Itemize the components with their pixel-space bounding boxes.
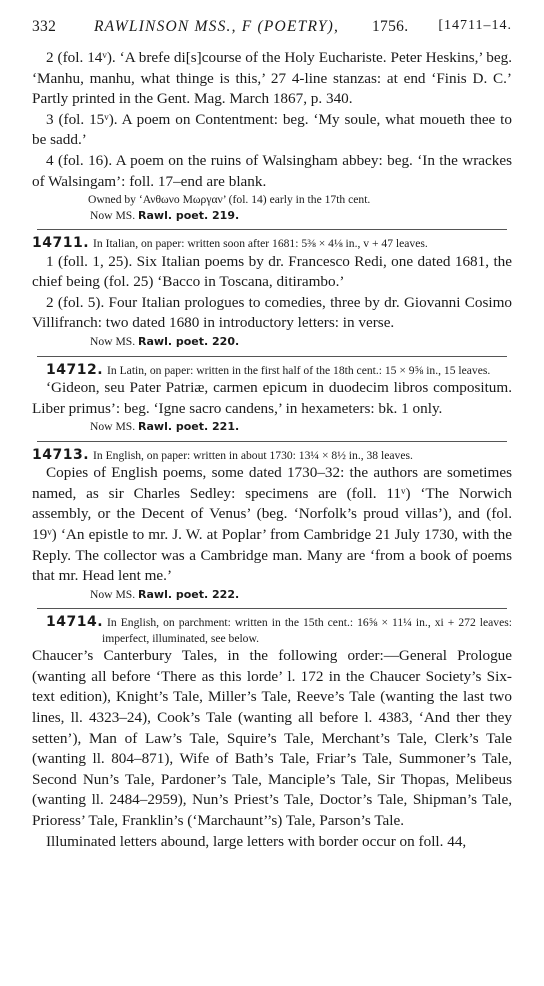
entry-number: 14712.	[46, 361, 104, 378]
divider	[37, 608, 507, 609]
running-title: RAWLINSON MSS., F (POETRY),	[94, 18, 340, 35]
shelfmark: Now MS. Rawl. poet. 222.	[90, 587, 240, 601]
entry-number: 14711.	[32, 235, 90, 252]
item-paragraph: Illuminated letters abound, large letters with border occur on foll. 44,	[46, 832, 467, 850]
item-paragraph: ‘Gideon, seu Pater Patriæ, carmen epicum in duodecim libros compositum. Liber primus’: beg. ‘Igne sacro candens,’ in hexameters: bk. 1 only.	[32, 379, 512, 417]
item-paragraph: 3 (fol. 15ᵛ). A poem on Contentment: beg. ‘My soule, what moueth thee to be sadd.’	[32, 110, 512, 149]
entry-14714	[32, 615, 512, 852]
running-header	[32, 18, 512, 40]
entry-14713	[32, 448, 512, 603]
shelfmark: Now MS. Rawl. poet. 220.	[90, 335, 240, 349]
entry-heading: 14713. In English, on paper: written in about 1730: 13¼ × 8½ in., 38 leaves.	[32, 446, 413, 463]
item-paragraph: 4 (fol. 16). A poem on the ruins of Walsingham abbey: beg. ‘In the wrackes of Walsingam’: foll. 17–end are blank.	[32, 151, 512, 190]
page-number: 332	[32, 18, 57, 35]
divider	[37, 441, 507, 442]
provenance-note: Owned by ‘Ανθωνο Μωργαν’ (fol. 14) early in the 17th cent.	[88, 193, 371, 207]
entry-14712	[32, 363, 512, 435]
item-paragraph: 1 (foll. 1, 25). Six Italian poems by dr. Francesco Redi, one dated 1681, the chief being (fol. 25) ‘Bacco in Toscana, ditirambo.’	[32, 252, 512, 291]
continued-entry	[32, 48, 512, 223]
item-paragraph: Copies of English poems, some dated 1730–32: the authors are sometimes named, as sir Charles Sedley: specimens are (foll. 11ᵛ) ‘The Norwich assembly, or the Decent of Venus’ (beg. ‘Norfolk’s proud villas’), and (fol. 19ᵛ) ‘An epistle to mr. J. W. at Poplar’ from Cambridge 21 July 1730, with the Reply. The collector was a Cambridge man. Many are ‘from a book of poems that mr. Head lent me.’	[32, 464, 512, 585]
shelfmark: Now MS. Rawl. poet. 219.	[90, 208, 240, 222]
entry-range: [14711–14.	[438, 18, 512, 33]
running-year: 1756.	[372, 18, 409, 35]
entry-number: 14713.	[32, 446, 90, 463]
item-paragraph: Chaucer’s Canterbury Tales, in the following order:—General Prologue (wanting all before ‘There as this lorde’ l. 172 in the Chaucer Society’s Six-text edition), Knight’s Tale, Miller’s Tale, Reeve’s Tale (wanting the last two lines, ll. 4323–24), Cook’s Tale (wanting all before l. 4383, ‘And ther they setten’), Man of Law’s Tale, Squire’s Tale, Merchant’s Tale, Clerk’s Tale (wanting ll. 804–871), Wife of Bath’s Tale, Friar’s Tale, Summoner’s Tale, Second Nun’s Tale, Pardoner’s Tale, Manciple’s Tale, Sir Thopas, Melibeus (wanting ll. 2484–2959), Nun’s Priest’s Tale, Doctor’s Tale, Shipman’s Tale, Prioress’ Tale, Franklin’s (‘Marchaunt’’s) Tale, Parson’s Tale.	[32, 647, 512, 830]
entry-number: 14714.	[46, 614, 104, 631]
shelfmark: Now MS. Rawl. poet. 221.	[90, 420, 240, 434]
page-body	[32, 48, 512, 852]
entry-heading: 14712. In Latin, on paper: written in the first half of the 18th cent.: 15 × 9⅝ in., 15 leaves.	[46, 361, 491, 378]
divider	[37, 229, 507, 230]
entry-heading: 14714. In English, on parchment: written in the 15th cent.: 16⅝ × 11¼ in., xi + 272 leaves: imperfect, illuminated, see below.	[46, 614, 512, 645]
entry-heading: 14711. In Italian, on paper: written soon after 1681: 5⅜ × 4⅛ in., v + 47 leaves.	[32, 235, 428, 252]
item-paragraph: 2 (fol. 5). Four Italian prologues to comedies, three by dr. Giovanni Cosimo Villifranch: two dated 1680 in introductory letters: in verse.	[32, 293, 512, 332]
item-paragraph: 2 (fol. 14ᵛ). ‘A brefe di[s]course of the Holy Eucharistе. Peter Heskins,’ beg. ‘Manhu, manhu, what thinge is this,’ 27 4-line stanzas: at end ‘Finis D. C.’ Partly printed in the Gent. Mag. March 1867, p. 340.	[32, 49, 512, 108]
divider	[37, 356, 507, 357]
entry-14711	[32, 236, 512, 349]
